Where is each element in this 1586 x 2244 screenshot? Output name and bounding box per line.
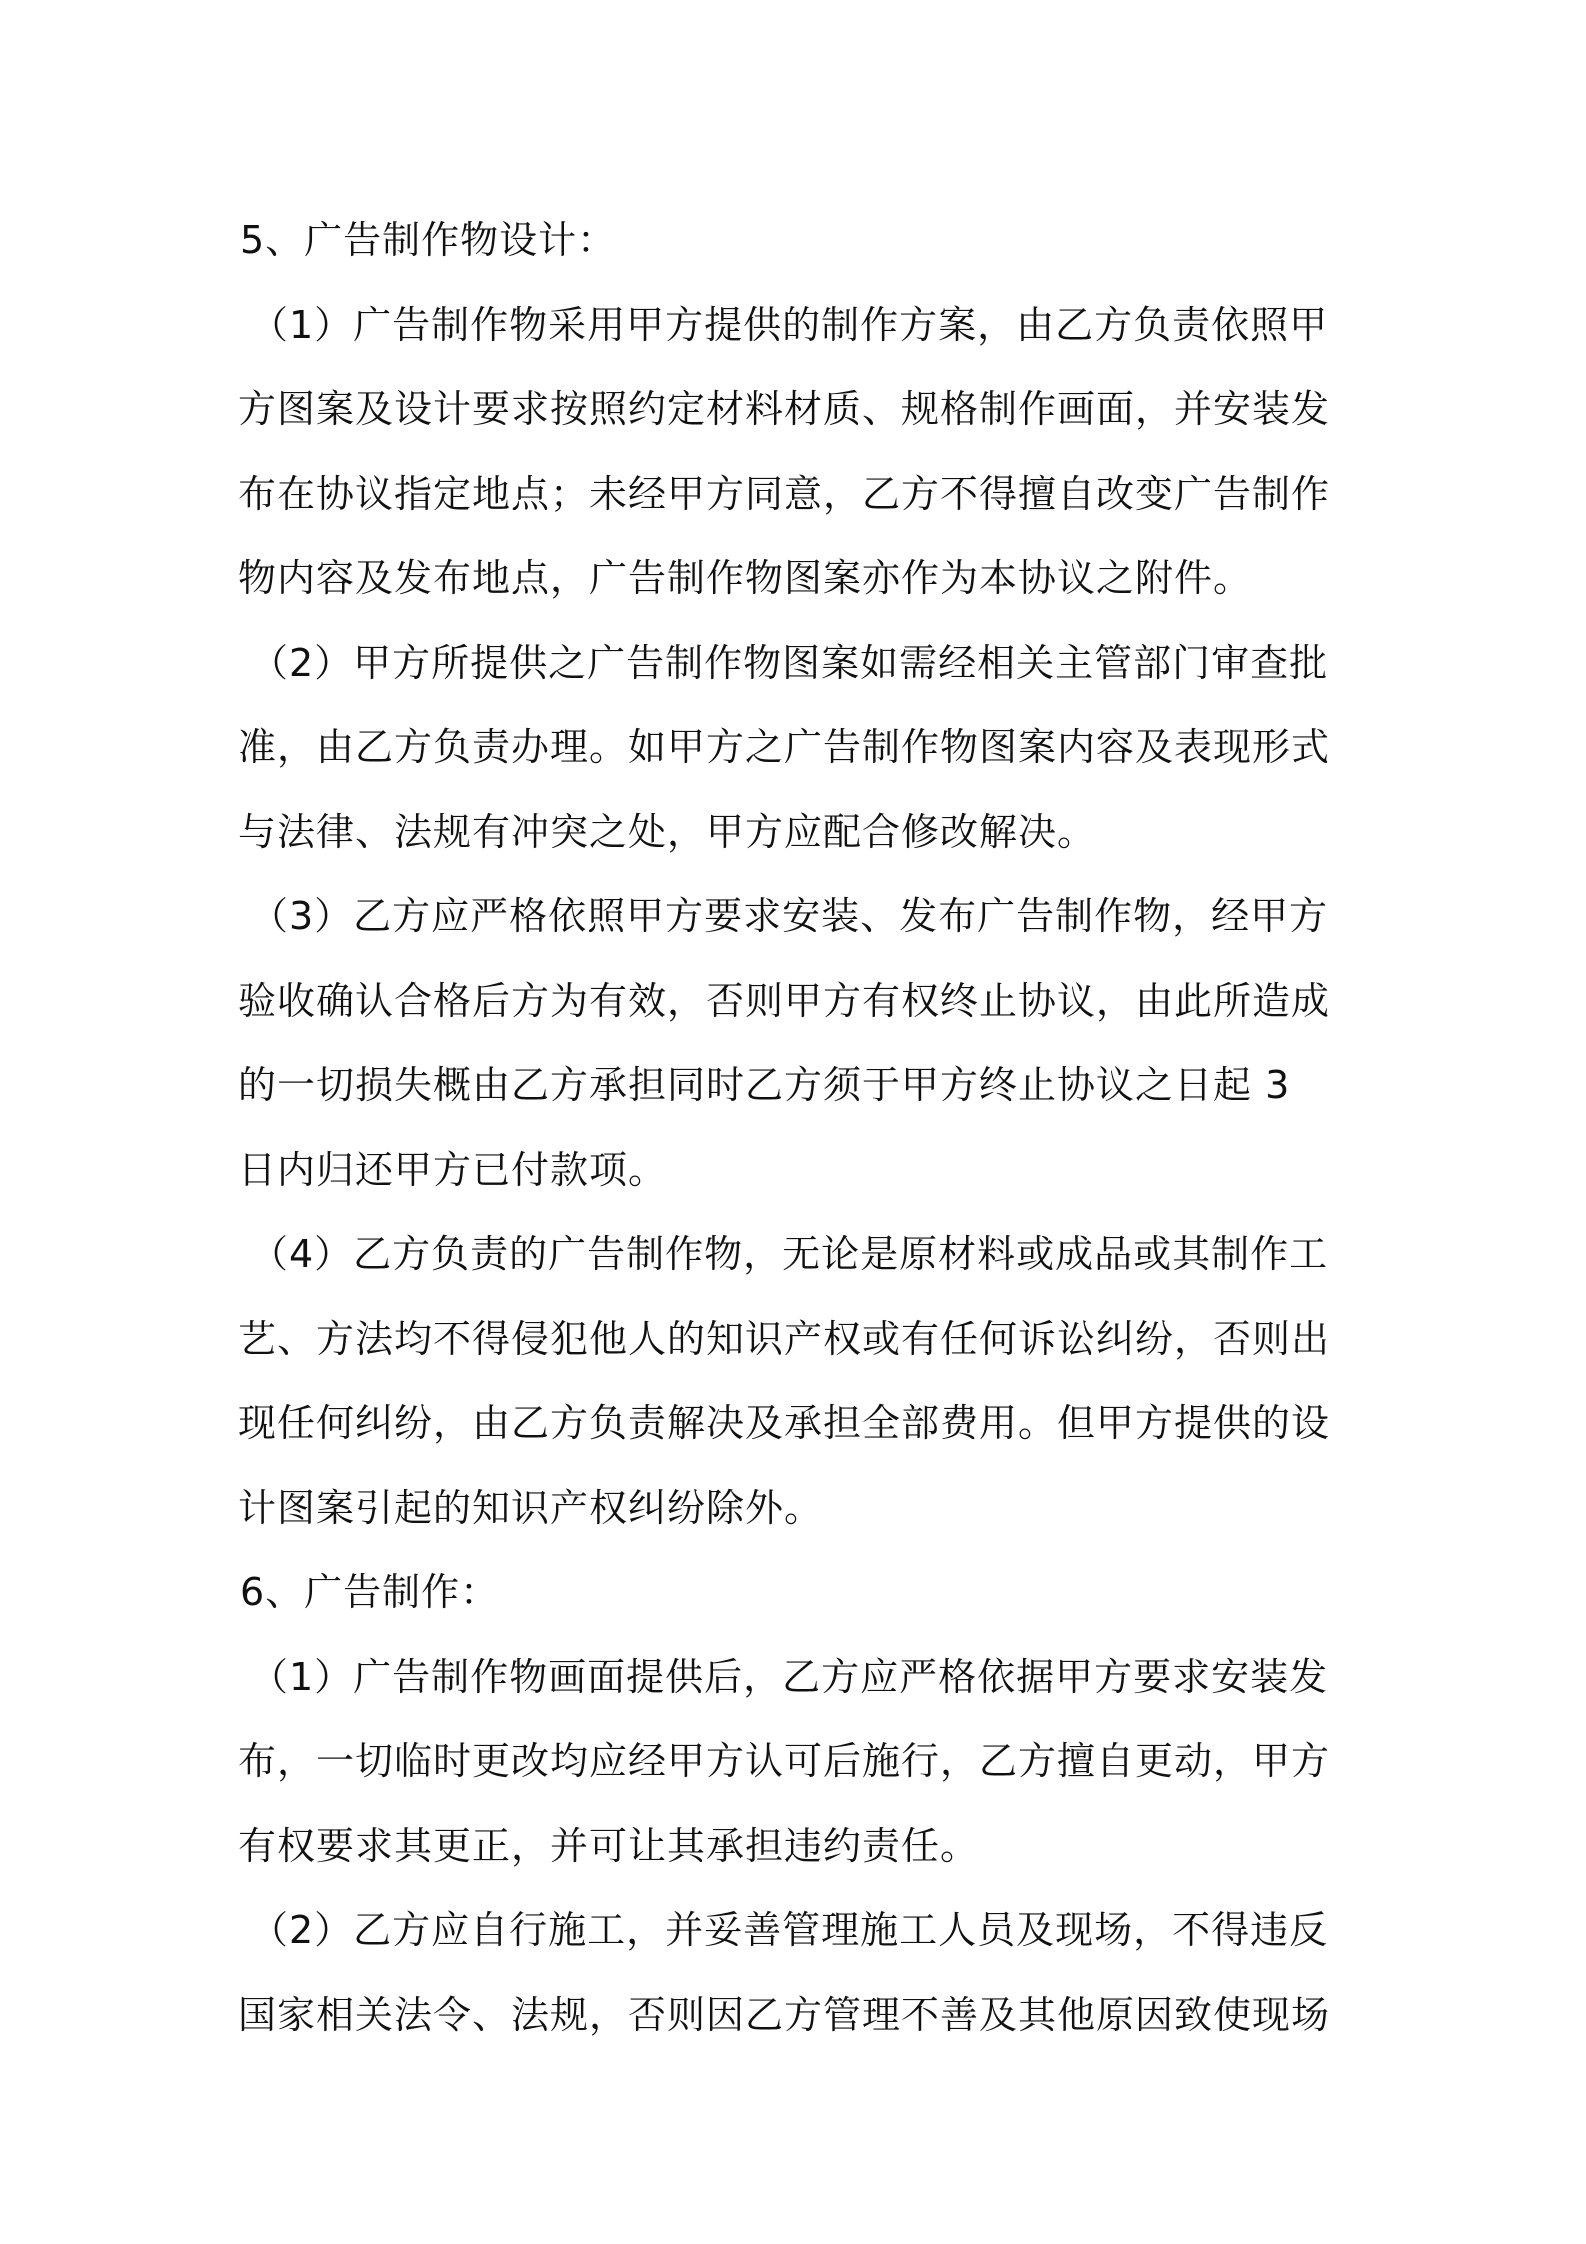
clause-6-2-line: 国家相关法令、法规，否则因乙方管理不善及其他原因致使现场 [238,1992,1331,2037]
clause-5-1-line: 物内容及发布地点，广告制作物图案亦作为本协议之附件。 [238,556,1253,600]
section-heading-5: 5、广告制作物设计： [240,218,617,262]
clause-5-3-line: 验收确认合格后方为有效，否则甲方有权终止协议，由此所造成 [238,978,1331,1023]
clause-5-3-line: 日内归还甲方已付款项。 [238,1147,668,1192]
document-body [238,198,1360,2057]
clause-6-1-line: 有权要求其更正，并可让其承担违约责任。 [238,1823,980,1868]
clause-5-4-line: 现任何纠纷，由乙方负责解决及承担全部费用。但甲方提供的设 [238,1401,1331,1445]
clause-5-1-line: （1）广告制作物采用甲方提供的制作方案，由乙方负责依照甲 [250,302,1329,347]
clause-5-2-line: （2）甲方所提供之广告制作物图案如需经相关主管部门审查批 [250,640,1329,685]
clause-5-4-line: 艺、方法均不得侵犯他人的知识产权或有任何诉讼纠纷，否则出 [238,1316,1331,1361]
clause-5-4-line: 计图案引起的知识产权纠纷除外。 [238,1485,824,1530]
clause-6-2-line: （2）乙方应自行施工，并妥善管理施工人员及现场，不得违反 [250,1908,1329,1952]
clause-6-1-line: 布，一切临时更改均应经甲方认可后施行，乙方擅自更动，甲方 [238,1739,1331,1783]
clause-5-1-line: 布在协议指定地点；未经甲方同意，乙方不得擅自改变广告制作 [238,471,1331,516]
clause-5-1-line: 方图案及设计要求按照约定材料材质、规格制作画面，并安装发 [238,387,1331,431]
clause-5-3-line: 的一切损失概由乙方承担同时乙方须于甲方终止协议之日起 3 [238,1063,1291,1107]
clause-5-2-line: 与法律、法规有冲突之处，甲方应配合修改解决。 [238,809,1097,854]
section-heading-6: 6、广告制作： [240,1570,500,1614]
clause-5-4-line: （4）乙方负责的广告制作物，无论是原材料或成品或其制作工 [250,1232,1329,1276]
clause-6-1-line: （1）广告制作物画面提供后，乙方应严格依据甲方要求安装发 [250,1654,1329,1699]
clause-5-2-line: 准，由乙方负责办理。如甲方之广告制作物图案内容及表现形式 [238,725,1331,769]
clause-5-3-line: （3）乙方应严格依照甲方要求安装、发布广告制作物，经甲方 [250,894,1329,938]
